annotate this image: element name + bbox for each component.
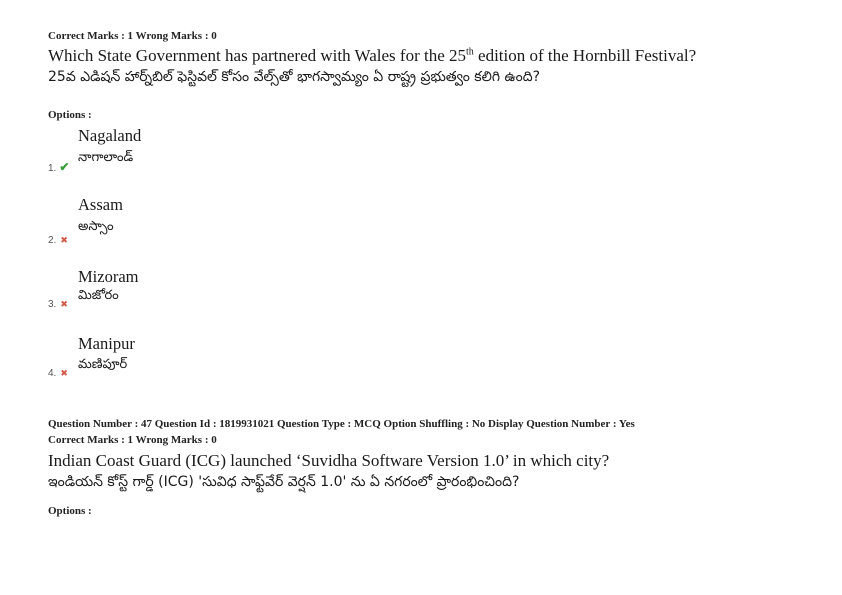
option-2-number: 2. ✖ — [48, 235, 68, 246]
option-4-te: మణిపూర్ — [78, 357, 128, 372]
option-1-number: 1. ✔ — [48, 160, 70, 174]
cross-icon: ✖ — [60, 368, 68, 378]
option-1-te: నాగాలాండ్ — [78, 150, 134, 165]
cross-icon: ✖ — [60, 235, 68, 245]
q2-question-te: ఇండియన్ కోస్ట్ గార్డ్ (ICG) 'సువిధ సాఫ్ట్‌వేర్ వెర్షన్ 1.0' ను ఏ నగరంలో ప్రారంభించింది? — [48, 474, 520, 490]
option-2-te: అస్సాం — [78, 219, 114, 234]
option-4-en: Manipur — [78, 334, 135, 353]
q1-options-label: Options : — [48, 109, 92, 121]
q2-info: Question Number : 47 Question Id : 1819931021 Question Type : MCQ Option Shuffling : No Display Question Number : Yes — [48, 418, 635, 430]
option-3-number: 3. ✖ — [48, 299, 68, 310]
option-1-en: Nagaland — [78, 126, 142, 145]
q2-question-en: Indian Coast Guard (ICG) launched ‘Suvidha Software Version 1.0’ in which city? — [48, 451, 610, 470]
q2-marks: Correct Marks : 1 Wrong Marks : 0 — [48, 434, 217, 446]
check-icon: ✔ — [59, 160, 70, 174]
q1-marks: Correct Marks : 1 Wrong Marks : 0 — [48, 30, 217, 42]
cross-icon: ✖ — [60, 299, 68, 309]
q2-options-label: Options : — [48, 505, 92, 517]
option-3-en: Mizoram — [78, 267, 139, 286]
option-4-number: 4. ✖ — [48, 368, 68, 379]
q1-question-en: Which State Government has partnered with Wales for the 25th edition of the Hornbill Festival? — [48, 46, 697, 65]
q1-question-te: 25వ ఎడిషన్ హార్న్‌బిల్ ఫెస్టివల్ కోసం వేల్స్‌తో భాగస్వామ్యం ఏ రాష్ట్ర ప్రభుత్వం కలిగి ఉంది? — [48, 69, 541, 85]
option-3-te: మిజోరం — [78, 288, 119, 303]
option-2-en: Assam — [78, 195, 123, 214]
